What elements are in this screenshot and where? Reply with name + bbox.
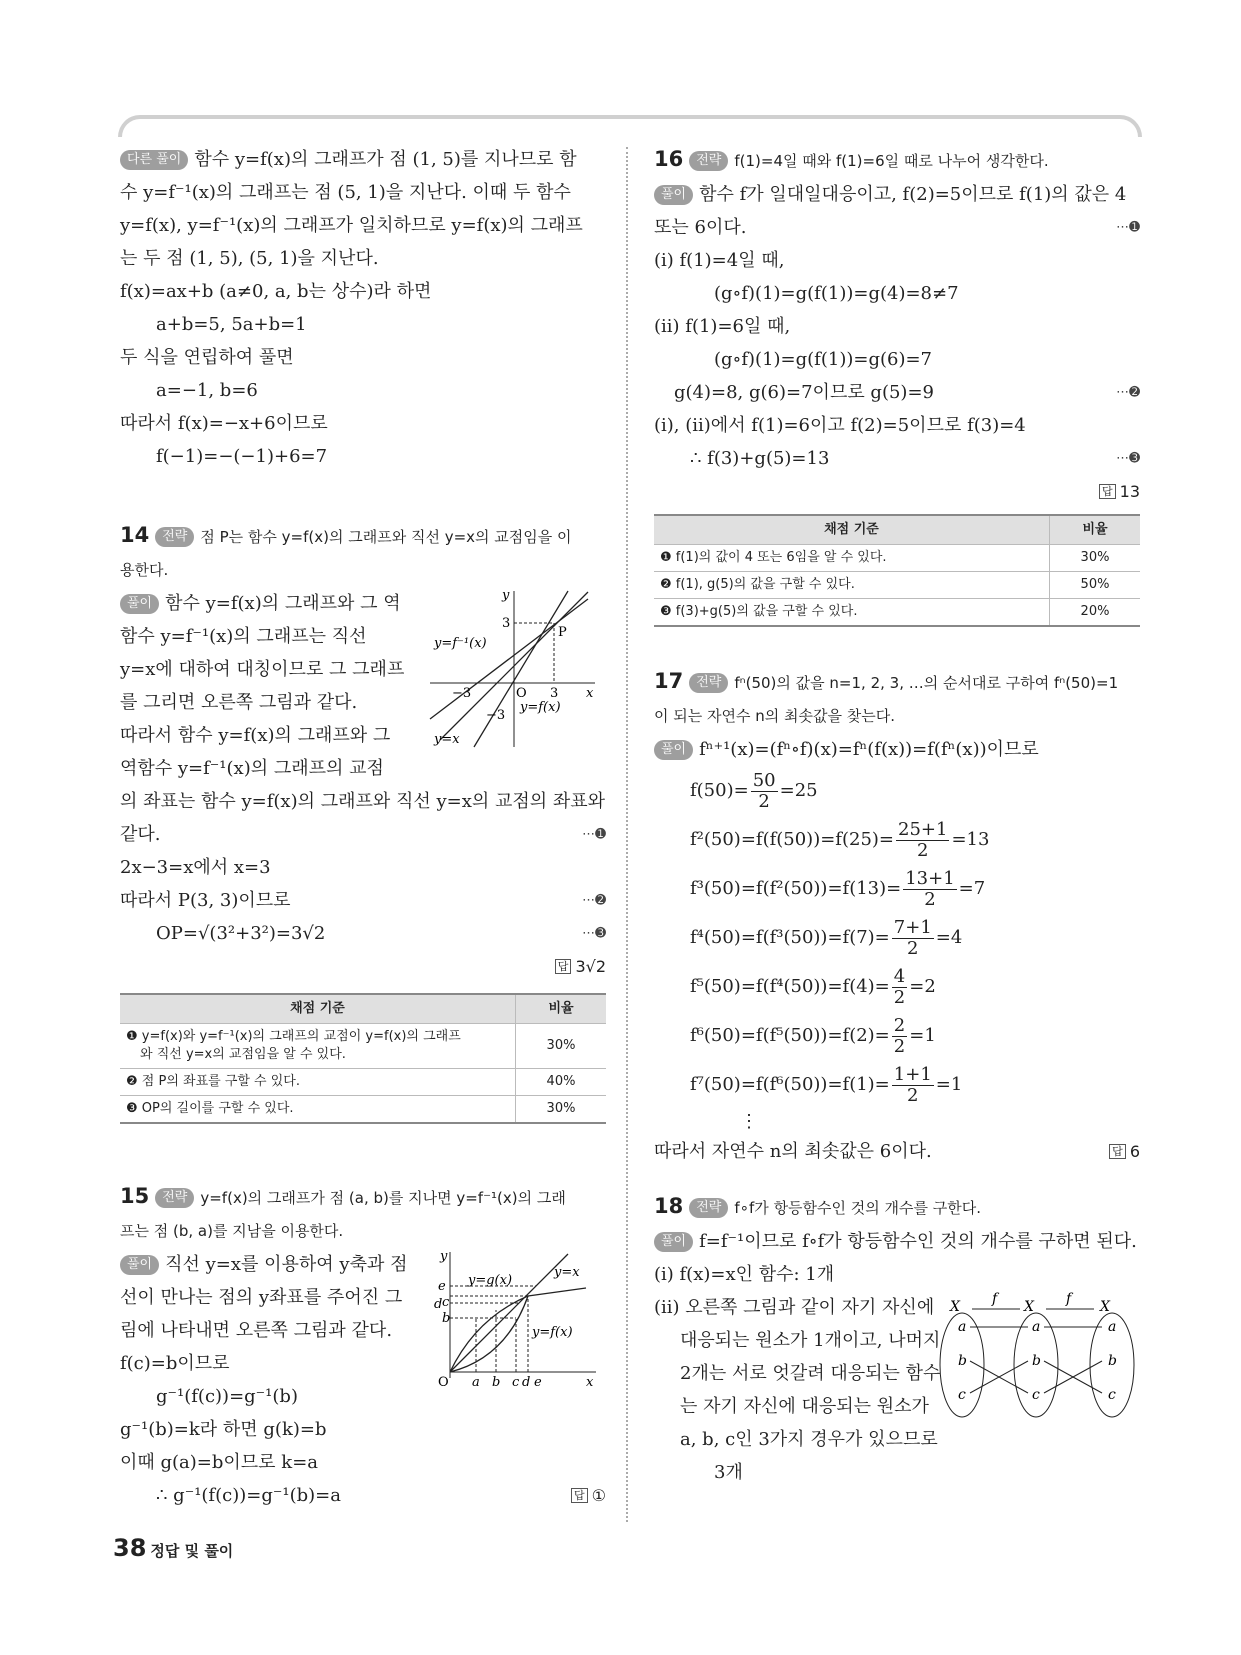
svg-text:d: d — [522, 1375, 531, 1390]
svg-text:y=f(x): y=f(x) — [532, 1325, 573, 1340]
grading-table-14: 채점 기준 비율 ❶ y=f(x)와 y=f⁻¹(x)의 그래프의 교점이 y=f(x)의 그래프 와 직선 y=x의 교점임을 알 수 있다. 30% ❷ 점 P의 좌표를 구할 수 있다. 40% ❸ OP의 길이를 구할 수 있다. 30% — [120, 993, 606, 1124]
fraction-line-3: f³(50)=f(f²(50))=f(13)= $\frac{13+1}{2}$ =7 — [690, 867, 986, 910]
svg-text:c: c — [512, 1375, 520, 1390]
svg-text:b: b — [958, 1353, 967, 1369]
strategy-badge: 전략 — [155, 527, 194, 547]
solution-badge: 풀이 — [654, 1232, 693, 1252]
strategy-badge: 전략 — [689, 673, 728, 693]
fraction-line-2: f²(50)=f(f(50))=f(25)= $\frac{25+1}{2}$ =13 — [690, 818, 990, 861]
question-18: 18 전략 f∘f가 항등함수인 것의 개수를 구한다. 풀이 f=f⁻¹이므로 f∘f가 항등함수인 것의 개수를 구하면 된다. (i) f(x)=x인 함수: 1개 (ii) 오른쪽 그림과 같이 자기 자신에 대응되는 원소가 1개이고, 나머지 2개는 서로 엇갈려 대응되는 함수 는 자기 자신에 대응되는 원소가 a, b, c인 3가지 경우가 있으므로 3개 X X X f f a b c a b c a b c — [654, 1190, 1140, 1489]
svg-text:f: f — [992, 1291, 998, 1307]
question-number: 16 — [654, 147, 684, 171]
solution-badge: 풀이 — [654, 740, 693, 760]
score-marker-2: ⋯➋ — [582, 893, 606, 908]
svg-text:O: O — [438, 1375, 449, 1390]
svg-text:e: e — [534, 1375, 542, 1390]
solution-badge: 풀이 — [120, 594, 159, 614]
svg-text:a: a — [1108, 1319, 1117, 1335]
svg-text:f: f — [1066, 1291, 1072, 1307]
svg-text:b: b — [1032, 1353, 1041, 1369]
svg-text:y=g(x): y=g(x) — [468, 1273, 513, 1288]
svg-text:a: a — [472, 1375, 480, 1390]
svg-text:c: c — [1032, 1387, 1040, 1403]
fraction-line-4: f⁴(50)=f(f³(50))=f(7)= $\frac{7+1}{2}$ =4 — [690, 916, 963, 959]
answer-14: 답 3√2 — [120, 950, 606, 983]
question-14: 14 전략 점 P는 함수 y=f(x)의 그래프와 직선 y=x의 교점임을 이 용한다. 풀이 함수 y=f(x)의 그래프와 그 역 함수 y=f⁻¹(x)의 그래프는 직선 y=x에 대하여 대칭이므로 그 그래프 를 그리면 오른쪽 그림과 같다. 따라서 함수 y=f(x)의 그래프와 그 역함수 y=f⁻¹(x)의 그래프의 교점 y x O P 3 −3 3 −3 y=f⁻¹(x) y=f(x) y=x 의 좌표는 함수 y=f(x)의 그래프와 직선 y=x의 교점의 좌표와 같다. ⋯➊ 2x−3=x에서 x=3 따라서 P(3, 3)이므로 ⋯➋ OP=√(3²+3²)=3√2 ⋯➌ 답 3√2 채점 기준 비율 ❶ y=f(x)와 y=f⁻¹(x)의 그래프의 교점이 y=f(x)의 그래프 와 직선 y=x의 교점임을 알 수 있다. 30% ❷ 점 P의 좌표를 구할 수 있다. 40% ❸ OP의 길이를 구할 수 있다. 30% — [120, 519, 606, 1124]
column-divider — [626, 147, 628, 1522]
answer-15: 답 ① — [571, 1479, 606, 1512]
svg-text:y: y — [502, 588, 510, 603]
strategy-badge: 전략 — [689, 151, 728, 171]
score-marker-1: ⋯➊ — [582, 827, 606, 842]
strategy-badge: 전략 — [155, 1188, 194, 1208]
question-15: 15 전략 y=f(x)의 그래프가 점 (a, b)를 지나면 y=f⁻¹(x)의 그래 프는 점 (b, a)를 지남을 이용한다. 풀이 직선 y=x를 이용하여 y축과 점 선이 만나는 점의 y좌표를 주어진 그 림에 나타내면 오른쪽 그림과 같다. f(c)=b이므로 g⁻¹(f(c))=g⁻¹(b) g⁻¹(b)=k라 하면 g(k)=b 이때 g(a)=b이므로 k=a ∴ g⁻¹(f(c))=g⁻¹(b)=a 답 ① y x O y=x y=g(x) y=f(x) e d c b a b c d e — [120, 1180, 606, 1512]
svg-text:y=f⁻¹(x): y=f⁻¹(x) — [434, 636, 487, 651]
svg-text:x: x — [586, 686, 594, 701]
svg-text:3: 3 — [502, 616, 511, 631]
svg-text:c: c — [1108, 1387, 1116, 1403]
fraction-line-7: f⁷(50)=f(f⁶(50))=f(1)= $\frac{1+1}{2}$ =1 — [690, 1063, 963, 1106]
graph-14 — [430, 587, 600, 752]
svg-text:3: 3 — [550, 686, 559, 701]
page-footer — [113, 1534, 233, 1562]
svg-text:c: c — [442, 1295, 450, 1310]
svg-text:y=f(x): y=f(x) — [520, 700, 561, 715]
svg-text:a: a — [1032, 1319, 1041, 1335]
svg-text:−3: −3 — [452, 686, 472, 701]
page-number: 38 — [113, 1534, 147, 1562]
footer-text: 정답 및 풀이 — [150, 1542, 234, 1560]
answer-17: 답 6 — [1109, 1135, 1140, 1168]
strategy-badge: 전략 — [689, 1198, 728, 1218]
svg-text:b: b — [442, 1311, 451, 1326]
question-16: 16 전략 f(1)=4일 때와 f(1)=6일 때로 나누어 생각한다. 풀이 함수 f가 일대일대응이고, f(2)=5이므로 f(1)의 값은 4 또는 6이다. ⋯➊ (i) f(1)=4일 때, (g∘f)(1)=g(f(1))=g(4)=8≠7 (ii) f(1)=6일 때, (g∘f)(1)=g(f(1))=g(6)=7 g(4)=8, g(6)=7이므로 g(5)=9 ⋯➋ (i), (ii)에서 f(1)=6이고 f(2)=5이므로 f(3)=4 ∴ f(3)+g(5)=13 ⋯➌ 답 13 채점 기준 비율 ❶ f(1)의 값이 4 또는 6임을 알 수 있다. 30% ❷ f(1), g(5)의 값을 구할 수 있다. 50% ❸ f(3)+g(5)의 값을 구할 수 있다. 20% — [654, 143, 1140, 627]
svg-text:X: X — [950, 1299, 960, 1315]
question-number: 14 — [120, 523, 150, 547]
svg-text:P: P — [558, 625, 567, 640]
answer-16: 답 13 — [654, 475, 1140, 508]
question-number: 17 — [654, 669, 684, 693]
svg-text:y=x: y=x — [434, 732, 460, 747]
svg-text:b: b — [1108, 1353, 1117, 1369]
question-number: 18 — [654, 1194, 684, 1218]
grading-table-16: 채점 기준 비율 ❶ f(1)의 값이 4 또는 6임을 알 수 있다. 30% ❷ f(1), g(5)의 값을 구할 수 있다. 50% ❸ f(3)+g(5)의 값을 구할 수 있다. 20% — [654, 514, 1140, 627]
fraction-line-6: f⁶(50)=f(f⁵(50))=f(2)= $\frac{2}{2}$ =1 — [690, 1014, 936, 1057]
question-number: 15 — [120, 1184, 150, 1208]
svg-text:O: O — [516, 686, 527, 701]
graph-15 — [436, 1248, 604, 1388]
fraction-line-1: f(50)= $\frac{50}{2}$ =25 — [690, 769, 818, 812]
svg-text:−3: −3 — [486, 708, 506, 723]
svg-text:y=x: y=x — [554, 1265, 580, 1280]
alt-solution: 다른 풀이 함수 y=f(x)의 그래프가 점 (1, 5)를 지나므로 함 수 y=f⁻¹(x)의 그래프는 점 (5, 1)을 지난다. 이때 두 함수 y=f(x), y=f⁻¹(x)의 그래프가 일치하므로 y=f(x)의 그래프 는 두 점 (1, 5), (5, 1)을 지난다. f(x)=ax+b (a≠0, a, b는 상수)라 하면 a+b=5, 5a+b=1 두 식을 연립하여 풀면 a=−1, b=6 따라서 f(x)=−x+6이므로 f(−1)=−(−1)+6=7 — [120, 149, 583, 467]
mapping-diagram-18 — [936, 1293, 1140, 1423]
solution-badge: 풀이 — [120, 1255, 159, 1275]
alt-solution-badge: 다른 풀이 — [120, 150, 188, 170]
question-17: 17 전략 fⁿ(50)의 값을 n=1, 2, 3, …의 순서대로 구하여 fⁿ(50)=1 이 되는 자연수 n의 최솟값을 찾는다. 풀이 fⁿ⁺¹(x)=(fⁿ∘f)(x)=fⁿ(f(x))=f(fⁿ(x))이므로 f(50)= $\frac{50}{2}$ =25 f²(50)=f(f(50))=f(25)= $\frac{25+1}{2}$ =13 f³(50)=f(f²(50))=f(13)= $\frac{13+1}{2}$ =7 f⁴(50)=f(f³(50))=f(7)= $\frac{7+1}{2}$ =4 f⁵(50)=f(f⁴(50))=f(4)= $\frac{4}{2}$ =2 f⁶(50)=f(f⁵(50))=f(2)= $\frac{2}{2}$ =1 f⁷(50)=f(f⁶(50))=f(1)= $\frac{1+1}{2}$ =1 ⋮ 따라서 자연수 n의 최솟값은 6이다. 답 6 — [654, 665, 1140, 1168]
svg-text:X: X — [1024, 1299, 1034, 1315]
right-column — [654, 143, 1140, 1489]
svg-text:e: e — [438, 1279, 446, 1294]
svg-text:d: d — [434, 1297, 443, 1312]
svg-text:c: c — [958, 1387, 966, 1403]
svg-text:x: x — [586, 1375, 594, 1390]
top-border — [118, 115, 1142, 137]
fraction-line-5: f⁵(50)=f(f⁴(50))=f(4)= $\frac{4}{2}$ =2 — [690, 965, 936, 1008]
score-marker-3: ⋯➌ — [582, 926, 606, 941]
svg-text:X: X — [1100, 1299, 1110, 1315]
svg-text:b: b — [492, 1375, 501, 1390]
left-column — [120, 143, 606, 1512]
solution-badge: 풀이 — [654, 185, 693, 205]
svg-text:a: a — [958, 1319, 967, 1335]
svg-text:y: y — [440, 1249, 448, 1264]
